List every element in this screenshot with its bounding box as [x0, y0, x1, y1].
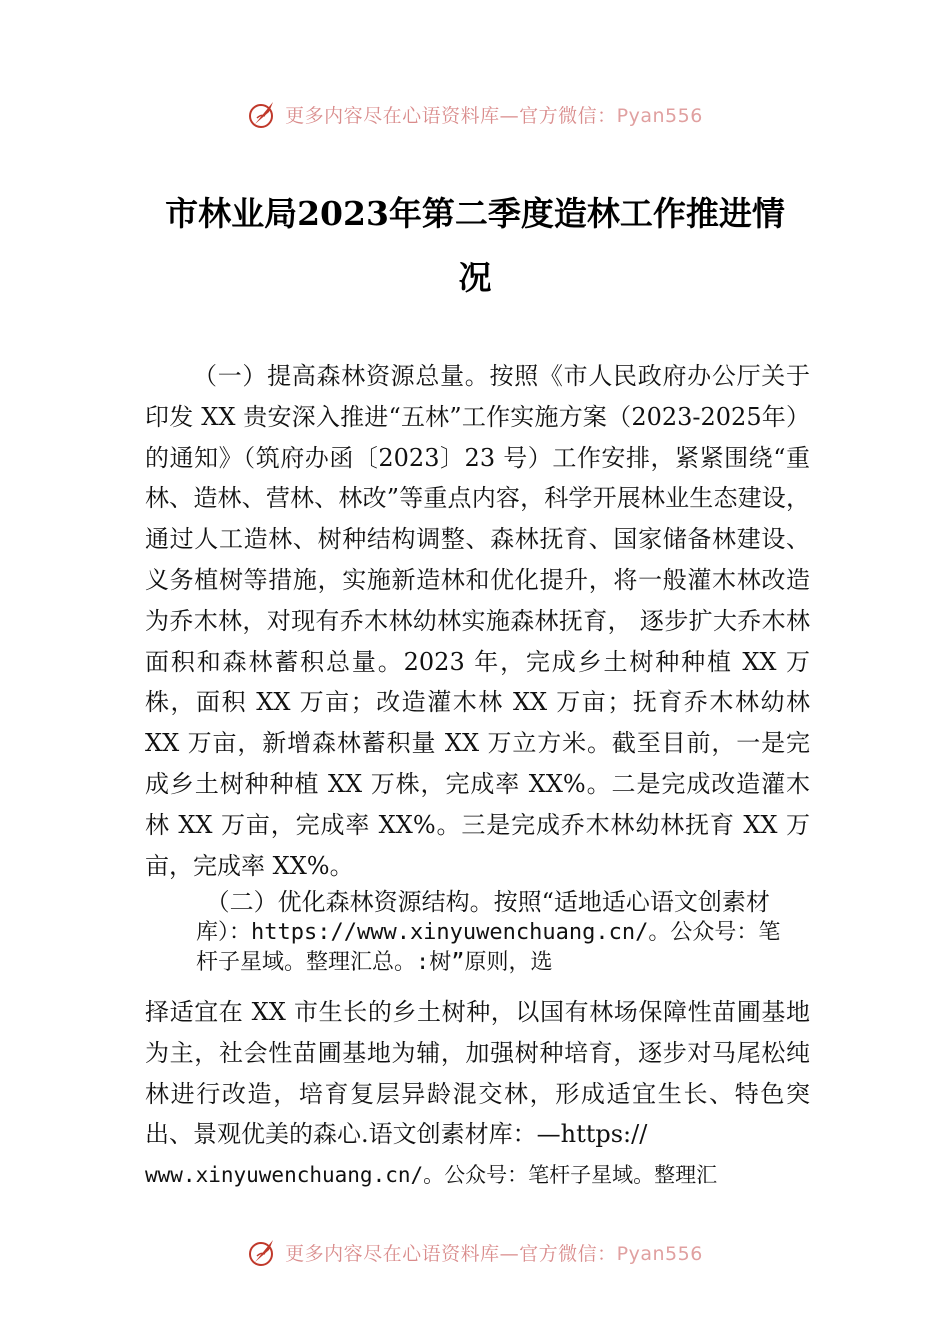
- footer-banner-inner: [247, 1236, 703, 1268]
- footer-banner-account: Pyan556: [616, 1242, 703, 1265]
- paragraph-3-line-2: www.xinyuwenchuang.cn/。公众号：笔杆子星域。整理汇: [145, 1163, 718, 1188]
- paragraph-1-block: [145, 356, 810, 886]
- paragraph-1: （一）提高森林资源总量。按照《市人民政府办公厅关于印发 XX 贵安深入推进“五林”工作实施方案（2023-2025年）的通知》（筑府办函〔2023〕23 号）工作安排，紧紧围绕“重林、造林、营林、林改”等重点内容，科学开展林业生态建设，通过人工造林、树种结构调整、森林抚育、国家储备林建设、义务植树等措施，实施新造林和优化提升，将一般灌木林改造为乔木林，对现有乔木林幼林实施森林抚育， 逐步扩大乔木林面积和森林蓄积总量。2023 年，完成乡土树种种植 XX 万株，面积 XX 万亩；改造灌木林 XX 万亩；抚育乔木林幼林 XX 万亩，新增森林蓄积量 XX 万立方米。截至目前，一是完成乡土树种种植 XX 万株，完成率 XX%。二是完成改造灌木林 XX 万亩，完成率 XX%。三是完成乔木林幼林抚育 XX 万亩，完成率 XX%。: [145, 362, 810, 880]
- footer-banner-text: [285, 1239, 703, 1266]
- title-line-1: 市林业局2023年第二季度造林工作推进情: [165, 194, 785, 233]
- banner-account: Pyan556: [616, 104, 703, 127]
- paragraph-2-line-3: 杆子星域。整理汇总。:树”原则，选: [196, 950, 553, 975]
- document-title: [135, 182, 815, 310]
- banner-text: [285, 101, 703, 128]
- paragraph-2-line-2: 库）：https://www.xinyuwenchuang.cn/。公众号：笔: [196, 920, 781, 945]
- banner-inner: [247, 98, 703, 130]
- footer-banner: [0, 1232, 950, 1272]
- title-line-2: 况: [458, 258, 492, 297]
- paragraph-3: 择适宜在 XX 市生长的乡土树种，以国有林场保障性苗圃基地为主，社会性苗圃基地为辅，加强树种培育，逐步对马尾松纯林进行改造，培育复层异龄混交林，形成适宜生长、特色突出、景观优美的森心.语文创素材库：—https://: [145, 998, 810, 1149]
- quill-pen-logo-icon: [247, 1236, 279, 1268]
- quill-pen-logo-icon: [247, 98, 279, 130]
- paragraph-2-block: [196, 886, 816, 978]
- footer-banner-label: 更多内容尽在心语资料库—官方微信：: [285, 1242, 617, 1265]
- paragraph-2-head: （二）优化森林资源结构。按照“适地适心语文创素材: [205, 888, 770, 916]
- paragraph-3-block: [145, 992, 810, 1196]
- banner-label: 更多内容尽在心语资料库—官方微信：: [285, 104, 617, 127]
- header-banner: [0, 94, 950, 134]
